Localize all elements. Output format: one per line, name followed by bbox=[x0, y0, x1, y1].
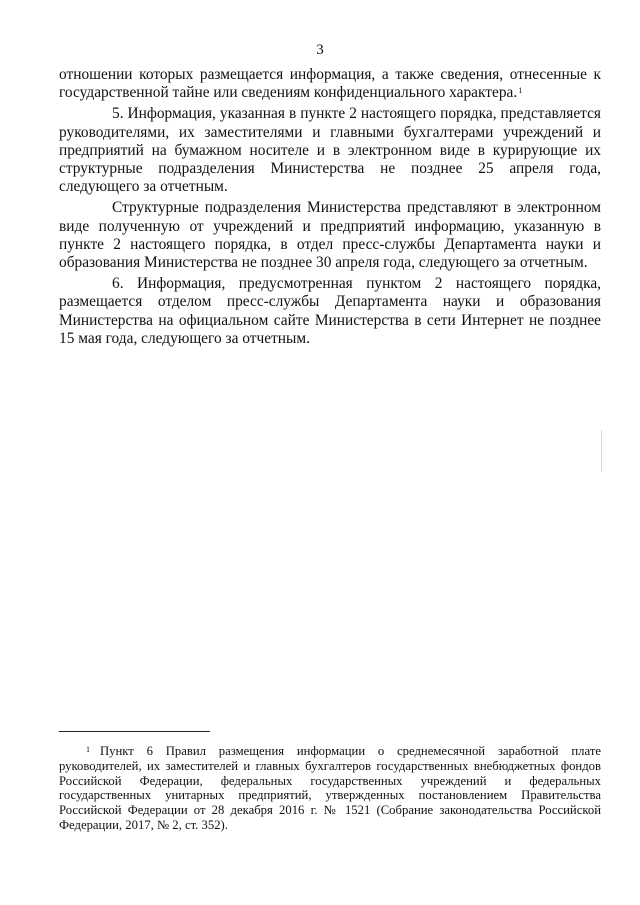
paragraph-item-5-continuation: Структурные подразделения Министерства представляют в электронном виде полученную от учреждений и предприятий информацию, указанную в пункте 2 настоящего порядка, в отдел пресс-службы Департамента науки и образования Министерства не позднее 30 апреля года, следующего за отчетным. bbox=[59, 199, 601, 272]
paragraph-item-5: 5. Информация, указанная в пункте 2 настоящего порядка, представляется руководителями, их заместителями и главными бухгалтерами учреждений и предприятий на бумажном носителе и в электронном виде в курирующие их структурные подразделения Министерства не позднее 25 апреля года, следующего за отчетным. bbox=[59, 105, 601, 196]
footnote-text: Пункт 6 Правил размещения информации о среднемесячной заработной плате руководителей, их заместителей и главных бухгалтеров государственных внебюджетных фондов Российской Федерации, федеральных государственных учреждений и федеральных государственных унитарных предприятий, утвержденных постановлением Правительства Российской Федерации от 28 декабря 2016 г. № 1521 (Собрание законодательства Российской Федерации, 2017, № 2, ст. 352). bbox=[59, 744, 601, 832]
document-body bbox=[59, 66, 601, 348]
scan-artifact-line bbox=[601, 430, 602, 472]
paragraph-item-6: 6. Информация, предусмотренная пунктом 2 настоящего порядка, размещается отделом пресс-службы Департамента науки и образования Министерства на официальном сайте Министерства в сети Интернет не позднее 15 мая года, следующего за отчетным. bbox=[59, 275, 601, 347]
paragraph-continuation bbox=[59, 66, 601, 102]
paragraph-text: отношении которых размещается информация, а также сведения, отнесенные к государственной тайне или сведениям конфиденциального характера. bbox=[59, 66, 601, 102]
footnote bbox=[59, 744, 601, 833]
footnote-reference: 1 bbox=[518, 86, 523, 96]
footnote-separator bbox=[59, 731, 210, 732]
page-number: 3 bbox=[316, 42, 324, 58]
footnote-marker: 1 bbox=[86, 745, 90, 754]
